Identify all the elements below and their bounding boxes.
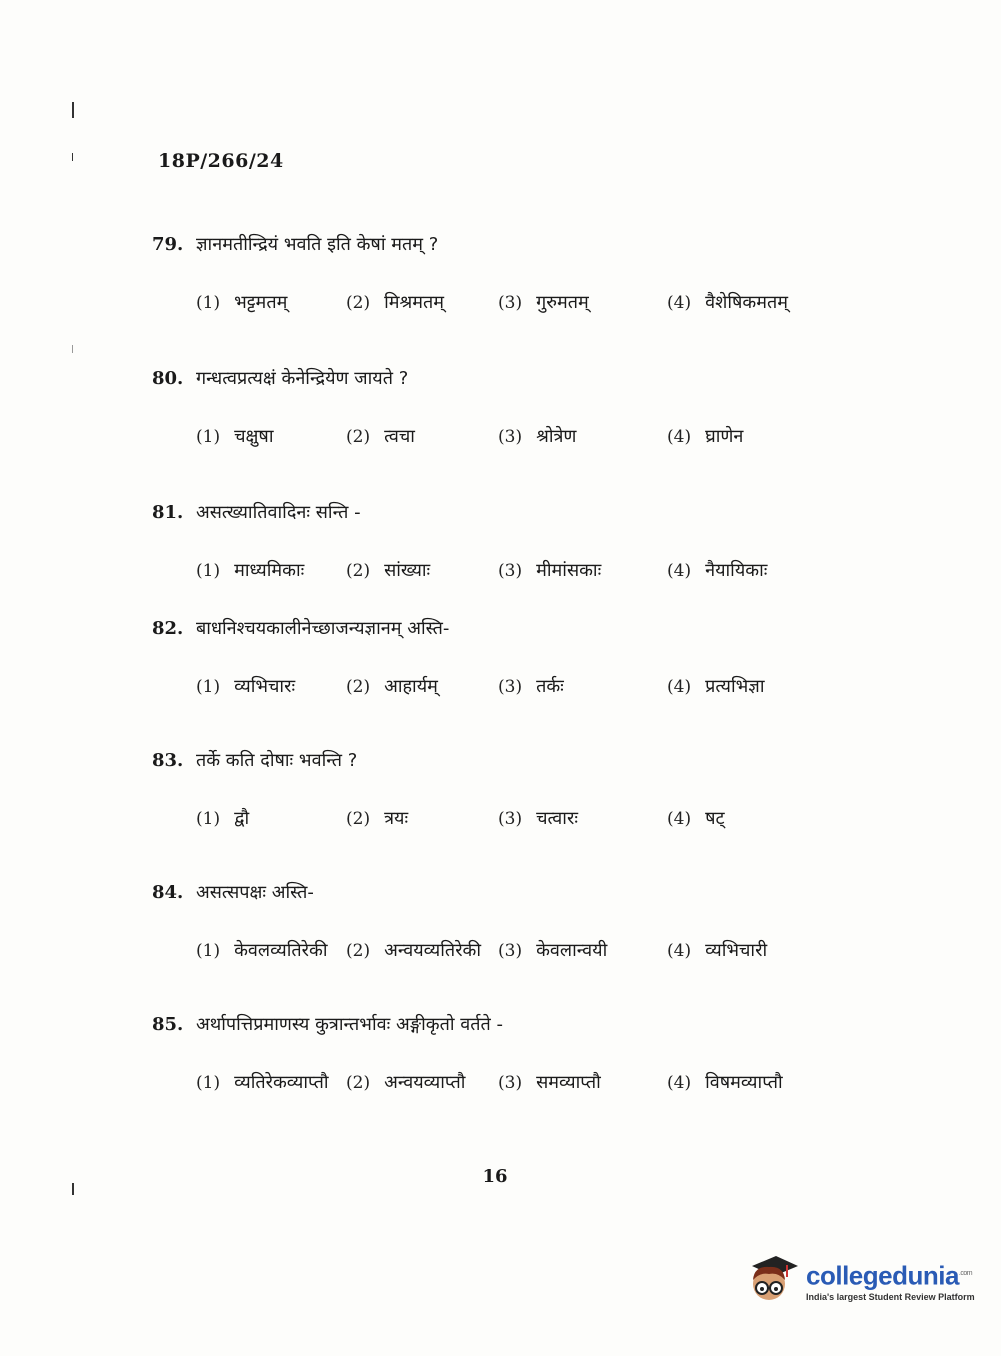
option-number: (4) [667, 941, 692, 961]
option-number: (3) [498, 1073, 523, 1093]
option-text: चत्वारः [536, 808, 578, 829]
option-1 [196, 938, 328, 962]
question-text: गन्धत्वप्रत्यक्षं केनेन्द्रियेण जायते ? [196, 368, 409, 389]
option-row [152, 806, 912, 836]
option-number: (2) [346, 941, 371, 961]
option-1 [196, 674, 295, 698]
option-3 [498, 424, 576, 448]
option-number: (1) [196, 293, 221, 313]
option-text: प्रत्यभिज्ञा [705, 676, 765, 697]
collegedunia-watermark [742, 1252, 975, 1310]
question-number: 79. [152, 234, 184, 255]
option-number: (2) [346, 1073, 371, 1093]
option-number: (2) [346, 677, 371, 697]
option-number: (1) [196, 809, 221, 829]
option-text: मिश्रमतम् [384, 292, 445, 313]
option-text: मीमांसकाः [536, 560, 602, 581]
option-text: सांख्याः [384, 560, 431, 581]
margin-mark [72, 102, 74, 118]
option-text: व्यभिचारः [234, 676, 296, 697]
option-row [152, 1070, 912, 1100]
option-1 [196, 1070, 329, 1094]
question-line [152, 616, 912, 640]
option-number: (4) [667, 427, 692, 447]
option-text: गुरुमतम् [536, 292, 589, 313]
option-3 [498, 1070, 601, 1094]
option-text: केवलव्यतिरेकी [234, 940, 328, 961]
question-number: 81. [152, 502, 184, 523]
option-3 [498, 938, 607, 962]
brand-name: collegedunia [806, 1260, 959, 1291]
option-number: (4) [667, 561, 692, 581]
question-item [152, 366, 912, 454]
page-number: 16 [482, 1166, 508, 1187]
option-1 [196, 558, 304, 582]
option-3 [498, 290, 589, 314]
question-number: 80. [152, 368, 184, 389]
option-number: (4) [667, 809, 692, 829]
question-item [152, 880, 912, 968]
question-number: 85. [152, 1014, 184, 1035]
option-2 [346, 424, 415, 448]
question-line [152, 880, 912, 904]
option-number: (3) [498, 293, 523, 313]
option-text: आहार्यम् [384, 676, 438, 697]
option-number: (2) [346, 427, 371, 447]
margin-mark [72, 345, 73, 353]
brand-suffix: .com [958, 1270, 973, 1278]
option-number: (1) [196, 677, 221, 697]
option-number: (1) [196, 561, 221, 581]
question-line [152, 366, 912, 390]
option-number: (2) [346, 809, 371, 829]
option-text: षट् [705, 808, 725, 829]
mascot-graduate-icon [742, 1252, 800, 1310]
option-number: (3) [498, 677, 523, 697]
question-text: असत्सपक्षः अस्ति- [196, 882, 314, 903]
option-number: (2) [346, 293, 371, 313]
question-text: तर्के कति दोषाः भवन्ति ? [196, 750, 358, 771]
option-text: विषमव्याप्तौ [705, 1072, 783, 1093]
option-text: श्रोत्रेण [536, 426, 577, 447]
option-4 [667, 674, 765, 698]
option-number: (3) [498, 427, 523, 447]
option-row [152, 290, 912, 320]
option-text: घ्राणेन [705, 426, 744, 447]
option-number: (2) [346, 561, 371, 581]
option-row [152, 674, 912, 704]
question-item [152, 500, 912, 588]
question-line [152, 1012, 912, 1036]
question-item [152, 1012, 912, 1100]
question-number: 83. [152, 750, 184, 771]
question-text: अर्थापत्तिप्रमाणस्य कुत्रान्तर्भावः अङ्गीकृतो वर्तते - [196, 1014, 504, 1035]
option-number: (3) [498, 561, 523, 581]
option-number: (3) [498, 809, 523, 829]
option-text: त्रयः [384, 808, 409, 829]
option-2 [346, 558, 430, 582]
question-item [152, 616, 912, 704]
option-row [152, 558, 912, 588]
option-text: व्यतिरेकव्याप्तौ [234, 1072, 329, 1093]
paper-code: 18P/266/24 [158, 150, 284, 172]
option-2 [346, 1070, 465, 1094]
option-number: (1) [196, 1073, 221, 1093]
option-4 [667, 424, 743, 448]
option-text: भट्टमतम् [234, 292, 288, 313]
question-number: 82. [152, 618, 184, 639]
option-text: व्यभिचारी [705, 940, 768, 961]
option-4 [667, 290, 788, 314]
option-number: (1) [196, 427, 221, 447]
option-2 [346, 290, 444, 314]
option-text: वैशेषिकमतम् [705, 292, 789, 313]
option-3 [498, 806, 578, 830]
option-2 [346, 938, 481, 962]
question-text: असत्ख्यातिवादिनः सन्ति - [196, 502, 361, 523]
option-text: त्वचा [384, 426, 415, 447]
question-text: ज्ञानमतीन्द्रियं भवति इति केषां मतम् ? [196, 234, 439, 255]
option-number: (4) [667, 677, 692, 697]
question-item [152, 232, 912, 320]
option-number: (1) [196, 941, 221, 961]
option-text: द्वौ [234, 808, 250, 829]
option-number: (3) [498, 941, 523, 961]
option-text: नैयायिकाः [705, 560, 768, 581]
option-row [152, 424, 912, 454]
option-4 [667, 806, 725, 830]
question-text: बाधनिश्चयकालीनेच्छाजन्यज्ञानम् अस्ति- [196, 618, 450, 639]
question-number: 84. [152, 882, 184, 903]
question-line [152, 232, 912, 256]
option-2 [346, 806, 408, 830]
option-text: चक्षुषा [234, 426, 274, 447]
margin-mark [72, 153, 73, 161]
option-number: (4) [667, 293, 692, 313]
option-text: तर्कः [536, 676, 564, 697]
option-text: अन्वयव्यतिरेकी [384, 940, 482, 961]
option-4 [667, 558, 767, 582]
option-text: केवलान्वयी [536, 940, 608, 961]
option-text: अन्वयव्याप्तौ [384, 1072, 466, 1093]
option-text: माध्यमिकाः [234, 560, 305, 581]
option-2 [346, 674, 438, 698]
question-line [152, 748, 912, 772]
option-4 [667, 1070, 783, 1094]
option-1 [196, 806, 249, 830]
option-3 [498, 558, 601, 582]
option-1 [196, 424, 274, 448]
brand-tagline: India's largest Student Review Platform [806, 1291, 975, 1302]
question-line [152, 500, 912, 524]
option-4 [667, 938, 767, 962]
option-3 [498, 674, 564, 698]
option-1 [196, 290, 287, 314]
question-item [152, 748, 912, 836]
option-number: (4) [667, 1073, 692, 1093]
option-text: समव्याप्तौ [536, 1072, 601, 1093]
option-row [152, 938, 912, 968]
